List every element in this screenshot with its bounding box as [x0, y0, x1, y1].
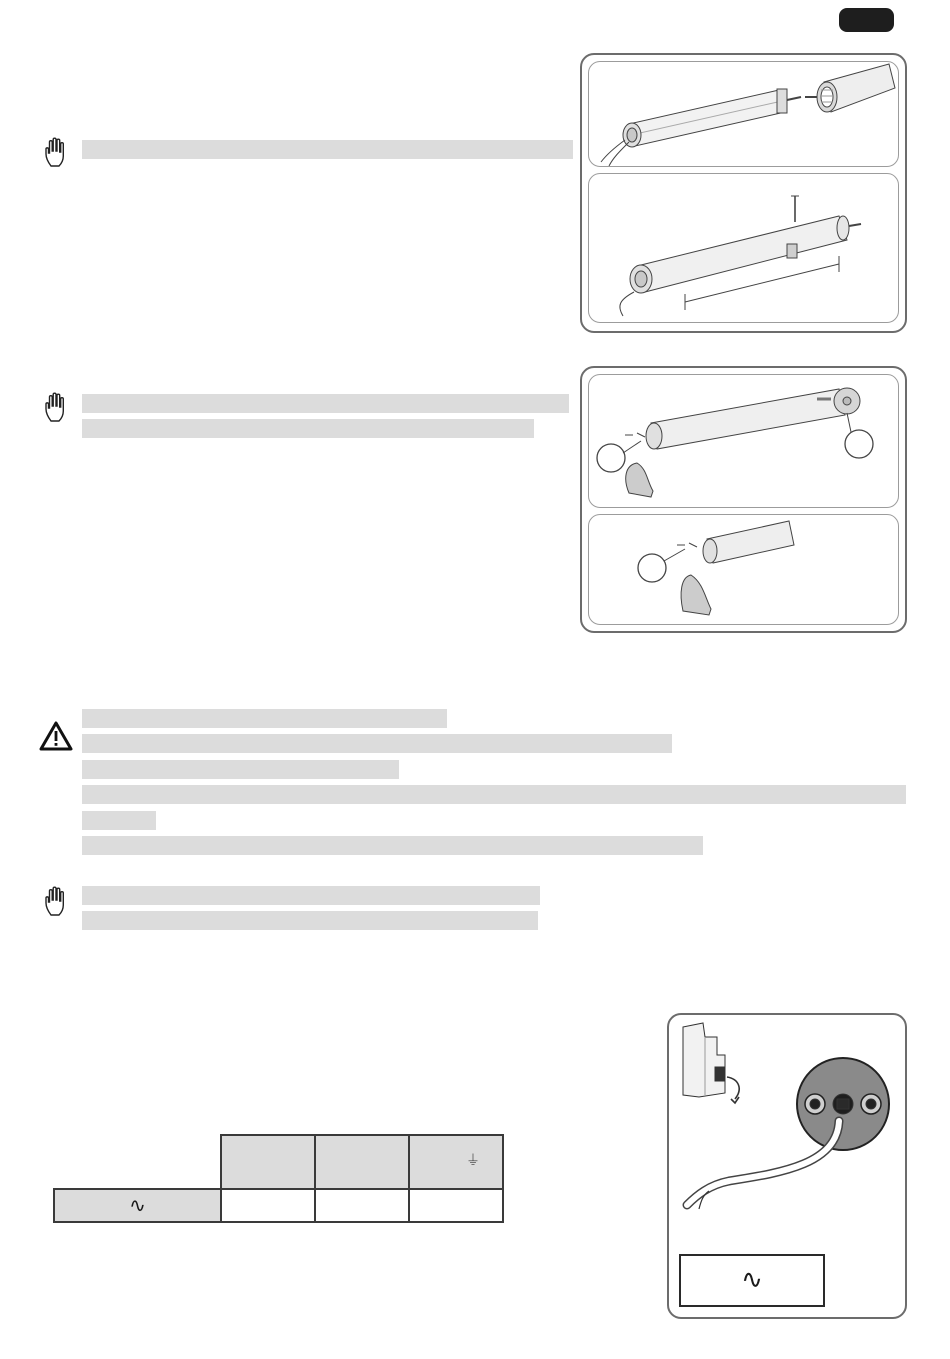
figure-2b-head-bracket — [588, 514, 899, 625]
earth-ground-symbol: ⏚ — [466, 1152, 480, 1168]
stop-hand-icon — [42, 885, 76, 919]
table-header-cell — [315, 1135, 409, 1189]
table-cell — [409, 1189, 503, 1222]
alternating-current-symbol: ∿ — [129, 1195, 146, 1217]
highlight-line — [82, 140, 573, 159]
table-cell — [221, 1189, 315, 1222]
highlight-line — [82, 394, 569, 413]
table-header-cell — [221, 1135, 315, 1189]
highlight-line — [82, 836, 703, 855]
highlight-line — [82, 785, 906, 804]
figure-panel-2 — [580, 366, 907, 633]
figure-1b-motor-fixing — [588, 173, 899, 323]
figure-1a-motor-insertion — [588, 61, 899, 167]
stop-hand-icon — [42, 136, 76, 170]
warning-triangle-icon — [38, 720, 74, 752]
highlight-line — [82, 419, 534, 438]
highlight-line — [82, 911, 538, 930]
language-tab — [839, 8, 894, 32]
highlight-line — [82, 811, 156, 830]
wiring-table — [53, 1134, 504, 1223]
ac-row-label — [54, 1189, 221, 1222]
highlight-line — [82, 709, 447, 728]
highlight-line — [82, 886, 540, 905]
alternating-current-symbol: ∿ — [741, 1264, 763, 1294]
figure-2a-bracket-mounting — [588, 374, 899, 508]
highlight-line — [82, 760, 399, 779]
figure-panel-1 — [580, 53, 907, 333]
table-header-earth — [409, 1135, 503, 1189]
highlight-line — [82, 734, 672, 753]
table-cell — [315, 1189, 409, 1222]
stop-hand-icon — [42, 391, 76, 425]
table-corner — [54, 1135, 221, 1189]
ac-supply-box — [679, 1254, 825, 1307]
